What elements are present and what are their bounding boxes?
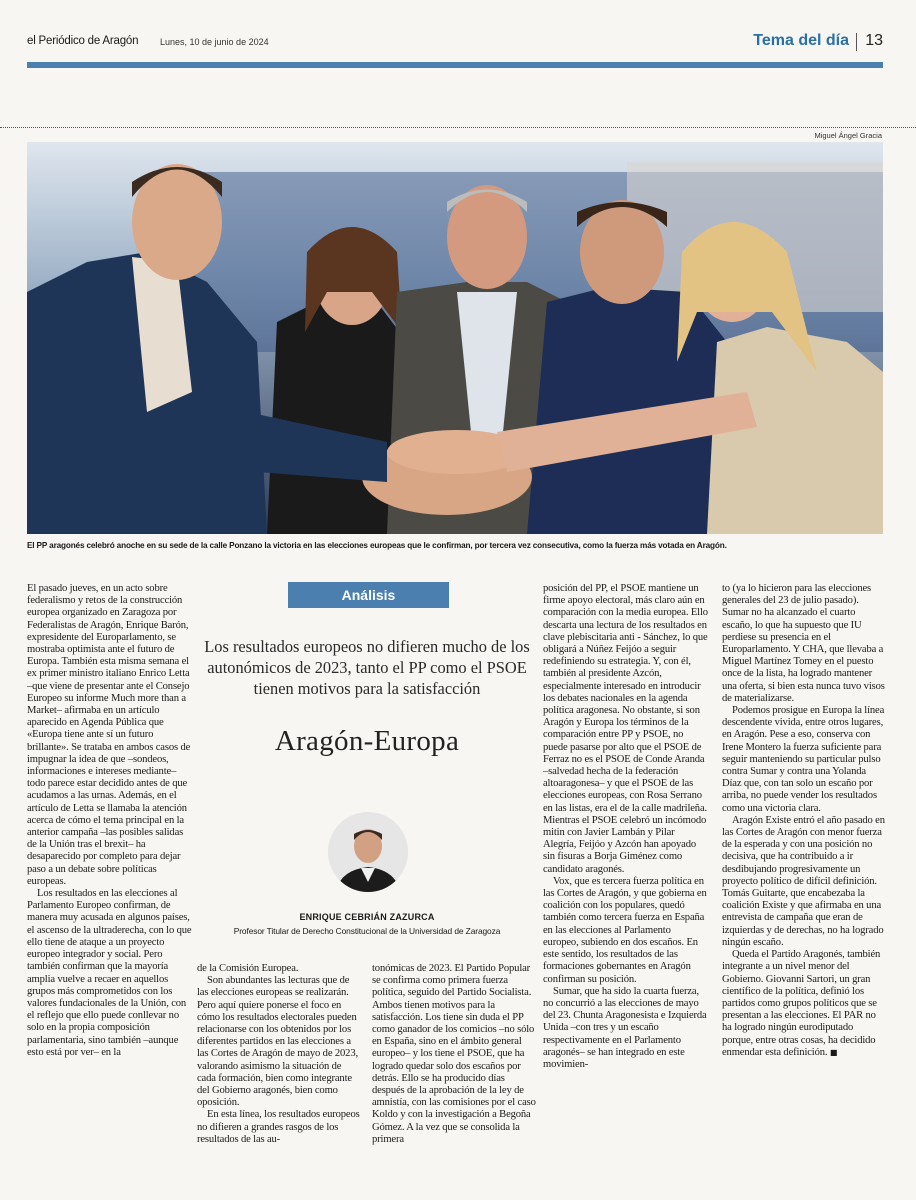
body-paragraph: Aragón Existe entró el año pasado en las Cortes de Aragón con menor fuerza de la esperada y con una posición no decisiva, que ha contribuido a ir desdibujando progresivamente un proyecto político de difícil definición. Tomás Guitarte, que encabezaba la coalición Existe y que afirmaba en una entrevista de campaña que eran de izquierdas y de derechas, no ha logrado ningún escaño. xyxy=(722,814,885,948)
body-paragraph: Los resultados en las elecciones al Parlamento Europeo confirman, de manera muy acusada en algunos países, el ascenso de la ultraderecha, con lo que ello tiene de ataque a un proyecto europeo integrador y social. Pero también confirman que la mayoría amplia vuelve a recaer en aquellos grupos más comprometidos con los valores fundacionales de la Unión, con el reflejo que ello puede conllevar no solo en la propia composición parlamentaria, sino también –aunque esto está por ver– en la xyxy=(27,888,192,1058)
body-paragraph: de la Comisión Europea. xyxy=(197,963,299,974)
column-3 xyxy=(372,963,537,1146)
body-paragraph: tonómicas de 2023. El Partido Popular se confirma como primera fuerza política, seguido del Partido Socialista. Ambos tienen motivos para la satisfacción. Los tiene sin duda el PP como ganador de los comicios –no sólo en España, sino en el ámbito general europeo– y los tiene el PSOE, que ha logrado quedar solo dos escaños por detrás. Ello se ha producido días después de la aprobación de la ley de amnistía, con las comisiones por el caso Koldo y con la investigación a Begoña Gómez. A la vez que se consolida la primera xyxy=(372,963,536,1145)
body-paragraph: Podemos prosigue en Europa la línea descendente vivida, entre otros lugares, en Aragón. Pese a eso, conserva con Irene Montero la fuerza suficiente para seguir manteniendo su particular pulso contra Sumar y contra una Yolanda Díaz que, con tan solo un escaño por arriba, no puede vender los resultados como una victoria clara. xyxy=(722,705,885,814)
body-paragraph: En esta línea, los resultados europeos no difieren a grandes rasgos de los resultados de las au- xyxy=(197,1109,360,1145)
main-photo xyxy=(27,142,883,534)
section-title: Tema del día xyxy=(753,32,849,49)
body-paragraph: El pasado jueves, en un acto sobre federalismo y retos de la construcción europea organizado en Zaragoza por Federalistas de Aragón, Enrique Barón, expresidente del Europarlamento, se mostraba optimista ante el futuro de Europa. También esta misma semana el ex primer ministro italiano Enrico Letta –que viene de presentar ante el Consejo Europeo su informe Much more than a Market– afirmaba en un artículo aparecido en Agenda Pública que «Europa tiene ante sí un futuro brillante». Se trataba en ambos casos de impugnar la idea de que –sondeos, informaciones e intereses mediante– todo parece estar decidido antes de que acudamos a las urnas. Además, en el artículo de Letta se llamaba la atención acerca de cómo el tema principal en la anterior campaña –las posibles salidas de la Unión tras el brexit– ha desaparecido por completo para dejar paso a un debate sobre políticas europeas. xyxy=(27,583,191,887)
header-rule xyxy=(27,62,883,68)
article-subheadline: Los resultados europeos no difieren mucho de los autonómicos de 2023, tanto el PP como el PSOE tienen motivos para la satisfacción xyxy=(204,637,530,698)
masthead: el Periódico de Aragón xyxy=(27,35,139,47)
column-2 xyxy=(197,963,362,1146)
article-headline: Aragón-Europa xyxy=(274,725,460,757)
page-header xyxy=(27,30,883,60)
author-name: ENRIQUE CEBRIÁN ZAZURCA xyxy=(299,912,435,922)
body-paragraph: posición del PP, el PSOE mantiene un firme apoyo electoral, más claro aún en comparación con la media europea. Ello descarta una lectura de los resultados en clave plebiscitaria anti - Sánchez, lo que obligará a Núñez Feijóo a seguir redefiniendo su estrategia. Y, con él, también al presidente Azcón, especialmente interesado en introducir los debates nacionales en la agenda política aragonesa. No obstante, si son Aragón y Europa los términos de la comparación entre PP y PSOE, no puede pasarse por alto que el PSOE de Ferraz no es el PSOE de Conde Aranda –salvedad hecha de la federación altoaragonesa– y que el PSOE de las elecciones europeas, con Rosa Serrano en las listas, era el de la calle madrileña. Mientras el PSOE celebró un incómodo mitin con Javier Lambán y Pilar Alegría, Feijóo y Azcón han apoyado sin fisuras a Borja Giménez como candidato aragonés. xyxy=(543,583,708,875)
photo-credit: Miguel Ángel Gracia xyxy=(814,131,882,140)
body-paragraph-last xyxy=(722,949,885,1059)
body-text: Queda el Partido Aragonés, también integrante a un nivel menor del Gobierno. Giovanni Sartori, un gran científico de la política, definió los partidos como grupos políticos que se presentan a las elecciones. El PAR no ha logrado ningún eurodiputado porque, entre otras cosas, ha decidido enmendar esta definición. xyxy=(722,949,881,1058)
body-paragraph: to (ya lo hicieron para las elecciones generales del 23 de julio pasado). Sumar no ha alcanzado el cuarto escaño, lo que ha supuesto que IU perdiese su presencia en el Europarlamento. Y CHA, que llevaba a Miguel Martínez Tomey en el puesto once de la lista, ha logrado mantener una oferta, si bien esta nunca tuvo visos de materializarse. xyxy=(722,583,885,704)
author-role: Profesor Titular de Derecho Constitucional de la Universidad de Zaragoza xyxy=(233,926,501,936)
end-mark: ■ xyxy=(829,1047,838,1057)
column-5 xyxy=(722,583,885,1059)
column-1 xyxy=(27,583,192,1059)
body-paragraph: Son abundantes las lecturas que de las elecciones europeas se realizarán. Pero aquí quiere ponerse el foco en cómo los resultados electorales pueden relacionarse con los obtenidos por los diferentes partidos en las elecciones a las Cortes de Aragón de mayo de 2023, valorando asimismo la situación de cada formación, bien como integrante del Gobierno aragonés, bien como oposición. xyxy=(197,975,358,1109)
analysis-label: Análisis xyxy=(288,582,449,608)
body-paragraph: Vox, que es tercera fuerza política en las Cortes de Aragón, y que gobierna en coalición con los populares, quedó también como tercera fuerza en España en las elecciones al Parlamento europeo, subiendo en dos escaños. En este sentido, los resultados de las formaciones gobernantes en Aragón confirman su posición. xyxy=(543,875,707,985)
body-paragraph: Sumar, que ha sido la cuarta fuerza, no concurrió a las elecciones de mayo del 23. Chunta Aragonesista e Izquierda Unida –con tres y un escaño respectivamente en el Parlamento aragonés– se han integrado en este movimien- xyxy=(543,985,707,1070)
header-divider xyxy=(856,33,857,51)
author-avatar xyxy=(328,812,408,892)
issue-date: Lunes, 10 de junio de 2024 xyxy=(160,37,269,47)
column-4 xyxy=(543,583,708,1071)
page-number: 13 xyxy=(865,32,883,49)
photo-caption: El PP aragonés celebró anoche en su sede de la calle Ponzano la victoria en las elecciones europeas que le confirman, por tercera vez consecutiva, como la fuerza más votada en Aragón. xyxy=(27,541,727,550)
dotted-rule xyxy=(0,127,916,128)
